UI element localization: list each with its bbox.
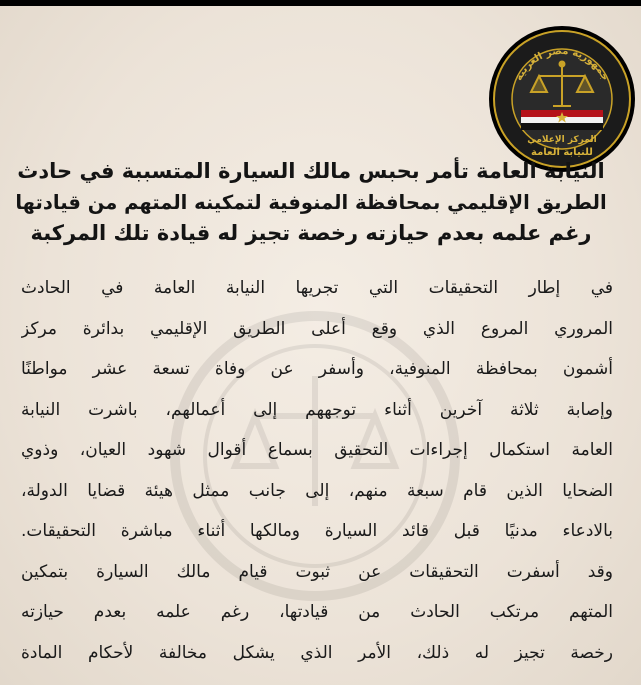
egypt-flag-stripe xyxy=(521,110,603,130)
body-line: بالادعاء مدنيًا قبل قائد السيارة ومالكها أثناء مباشرة التحقيقات. xyxy=(21,521,613,541)
body-line: في إطار التحقيقات التي تجريها النيابة العامة في الحادث xyxy=(21,278,613,298)
headline-line: الطريق الإقليمي بمحافظة المنوفية لتمكينه المتهم من قيادتها xyxy=(15,191,607,214)
article-headline xyxy=(11,156,611,249)
svg-text:للنيابة العامة: للنيابة العامة xyxy=(531,147,593,158)
body-line: رخصة تجيز له ذلك، الأمر الذي يشكل مخالفة لأحكام المادة xyxy=(21,642,613,663)
body-line: وإصابة ثلاثة آخرين أثناء توجههم إلى أعمالهم، باشرت النيابة xyxy=(21,399,613,420)
body-line: المروري المروع الذي وقع أعلى الطريق الإقليمي بدائرة مركز xyxy=(21,318,613,339)
body-line: أشمون بمحافظة المنوفية، وأسفر عن وفاة تسعة عشر مواطنًا xyxy=(21,359,613,379)
svg-text:جمهورية مصر العربية: جمهورية مصر العربية xyxy=(513,45,611,83)
public-prosecution-logo xyxy=(487,24,637,174)
headline-line: النيابة العامة تأمر بحبس مالك السيارة المتسببة في حادث xyxy=(17,159,605,183)
body-line: وقد أسفرت التحقيقات عن ثبوت قيام مالك السيارة بتمكين xyxy=(21,561,613,582)
body-line: الضحايا الذين قام سبعة منهم، إلى جانب ممثل هيئة قضايا الدولة، xyxy=(21,480,613,501)
headline-line: رغم علمه بعدم حيازته رخصة تجيز له قيادة تلك المركبة xyxy=(30,221,592,245)
body-line: العامة استكمال إجراءات التحقيق بسماع أقوال شهود العيان، وذوي xyxy=(21,440,613,460)
article-body xyxy=(21,268,613,673)
body-line: المتهم مرتكب الحادث من قيادتها، رغم علمه بعدم حيازته xyxy=(21,602,613,622)
svg-text:المركز الإعلامي: المركز الإعلامي xyxy=(527,135,597,145)
